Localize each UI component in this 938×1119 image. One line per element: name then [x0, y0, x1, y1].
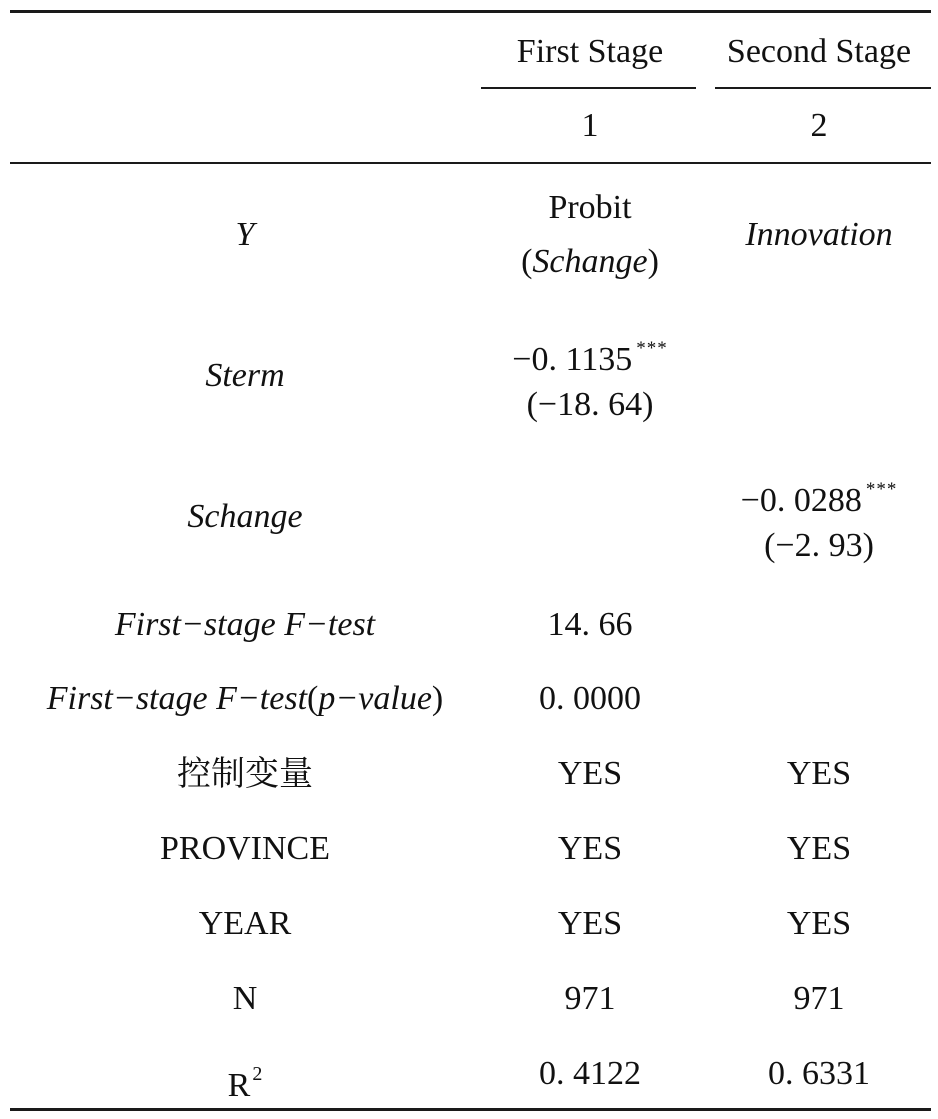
col2-stage-header: Second Stage — [726, 33, 912, 70]
row-label-ftest-pvalue: First−stage F−test(p−value) — [46, 680, 444, 717]
row-label-province: PROVINCE — [159, 830, 331, 867]
table-top-rule — [10, 10, 931, 13]
col1-stage-header: First Stage — [516, 33, 664, 70]
sterm-col1-coef: −0. 1135 *** — [512, 338, 668, 378]
r2-col1-value: 0. 4122 — [539, 1055, 641, 1092]
col2-number-header: 2 — [810, 107, 828, 144]
col1-stage-underline — [481, 87, 696, 89]
row-label-year: YEAR — [198, 905, 292, 942]
row-label-r2: R $^2$ — [227, 1063, 263, 1104]
row-label-y: Y — [235, 216, 255, 253]
ftest-pvalue-col1-value: 0. 0000 — [539, 680, 641, 717]
year-col1-value: YES — [557, 905, 623, 942]
controls-col2-value: YES — [786, 755, 852, 792]
year-col2-value: YES — [786, 905, 852, 942]
schange-col2-coef: −0. 0288 *** — [740, 479, 898, 519]
province-col2-value: YES — [786, 830, 852, 867]
schange-col2-tstat: (−2. 93) — [764, 527, 874, 564]
row-label-schange: Schange — [187, 498, 303, 535]
col2-stage-underline — [715, 87, 931, 89]
controls-col1-value: YES — [557, 755, 623, 792]
province-col1-value: YES — [557, 830, 623, 867]
y-col1-line2: (Schange) — [521, 243, 659, 280]
header-bottom-rule — [10, 162, 931, 164]
row-label-ftest: First−stage F−test — [114, 606, 376, 643]
sterm-col1-tstat: (−18. 64) — [526, 386, 654, 423]
r2-col2-value: 0. 6331 — [768, 1055, 870, 1092]
ftest-col1-value: 14. 66 — [547, 606, 633, 643]
row-label-controls: 控制变量 — [177, 754, 313, 794]
row-label-n: N — [232, 980, 258, 1017]
y-col1-line1: Probit — [548, 189, 632, 226]
y-col2-value: Innovation — [745, 216, 893, 253]
row-label-sterm: Sterm — [205, 357, 285, 394]
n-col2-value: 971 — [793, 980, 845, 1017]
col1-number-header: 1 — [581, 107, 599, 144]
n-col1-value: 971 — [564, 980, 616, 1017]
